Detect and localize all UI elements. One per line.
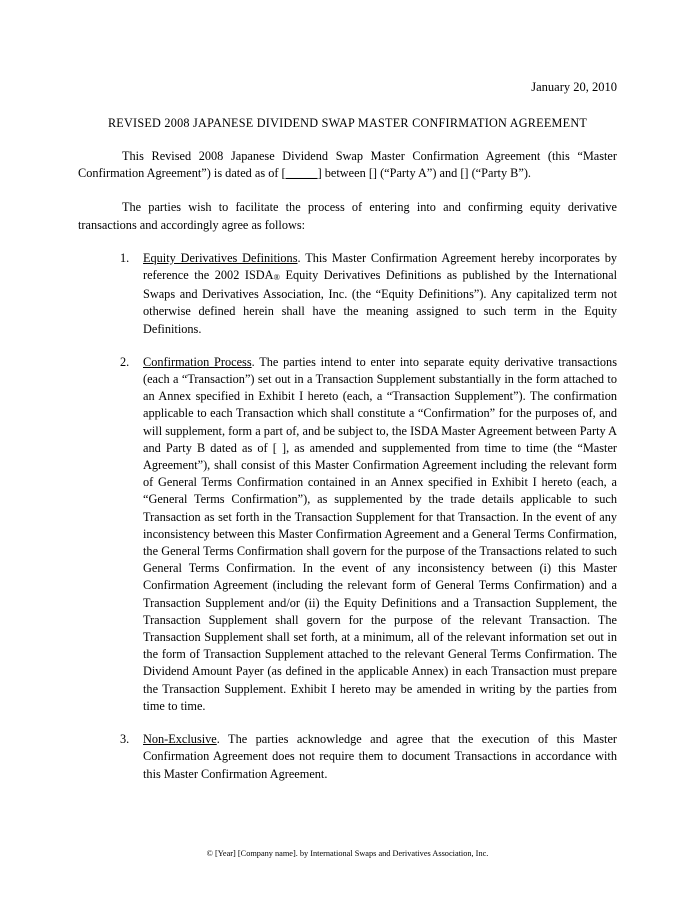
list-item-number: 2.	[120, 354, 130, 369]
terms-list	[78, 250, 617, 783]
date-blank-field: _____	[285, 166, 318, 181]
intro-paragraph-continued: ] between [] (“Party A”) and [] (“Party B”).	[317, 166, 532, 181]
recital-paragraph: The parties wish to facilitate the process of entering into and confirming equity derivative transactions and accordingly agree as follows:	[78, 200, 617, 232]
document-footer: © [Year] [Company name]. by International Swaps and Derivatives Association, Inc.	[206, 849, 489, 858]
intro-paragraph	[78, 148, 617, 182]
list-item-body: . The parties intend to enter into separate equity derivative transactions (each a “Transaction”) set out in a Transaction Supplement substantially in the form attached to an Annex specified in Exhibit I hereto (each, a “Transaction Supplement”). The confirmation applicable to each Transaction which shall constitute a “Confirmation” for the purposes of, and will supplement, form a part of, and be subject to, the ISDA Master Agreement between Party A and Party B dated as of [ ], as amended and supplemented from time to time (the “Master Agreement”), shall consist of this Master Confirmation Agreement including the relevant form of General Terms Confirmation contained in an Annex specified in Exhibit I hereto (each, a “General Terms Confirmation”), as supplemented by the trade details applicable to such Transaction as set forth in the Transaction Supplement for that Transaction. In the event of any inconsistency between this Master Confirmation Agreement and a General Terms Confirmation, the General Terms Confirmation shall govern for the purpose of the Transactions related to such General Terms Confirmation. In the event of any inconsistency between (i) this Master Confirmation Agreement (including the relevant form of General Terms Confirmation) and a Transaction Supplement and/or (ii) the Equity Definitions and a Transaction Supplement, the Transaction Supplement shall govern for the purpose of the relevant Transaction. The Transaction Supplement shall set forth, at a minimum, all of the relevant information set out in the form of Transaction Supplement attached to the relevant General Terms Confirmation. The Dividend Amount Payer (as defined in the applicable Annex) in each Transaction must prepare the Transaction Supplement. Exhibit I hereto may be amended in writing by the parties from time to time.	[143, 354, 617, 713]
list-item-heading: Confirmation Process	[143, 354, 252, 369]
list-item-body: . The parties acknowledge and agree that the execution of this Master Confirmation Agreement does not require them to document Transactions in accordance with this Master Confirmation Agreement.	[143, 732, 617, 781]
list-item-number: 1.	[120, 250, 130, 265]
list-item-number: 3.	[120, 732, 130, 747]
document-body	[78, 0, 617, 783]
list-item	[78, 731, 617, 783]
document-title: REVISED 2008 JAPANESE DIVIDEND SWAP MASTER CONFIRMATION AGREEMENT	[107, 116, 588, 130]
list-item	[78, 250, 617, 338]
list-item	[78, 354, 617, 715]
list-item-heading: Non-Exclusive	[143, 732, 217, 747]
list-item-heading: Equity Derivatives Definitions	[143, 250, 298, 265]
list-item-body-before-mark: . This Master Confirmation Agreement hereby incorporates by reference the 2002 ISDA	[143, 250, 617, 283]
document-date: January 20, 2010	[531, 80, 617, 94]
list-item-body-after-mark: Equity Derivatives Definitions as published by the International Swaps and Derivatives Association, Inc. (the “Equity Definitions”). Any capitalized term not otherwise defined herein shall have the meaning assigned to such term in the Equity Definitions.	[143, 268, 617, 336]
registered-trademark-icon: ®	[273, 273, 280, 283]
intro-paragraph-text: This Revised 2008 Japanese Dividend Swap Master Confirmation Agreement (this “Master Confirmation Agreement”) is dated as of [	[78, 149, 617, 181]
